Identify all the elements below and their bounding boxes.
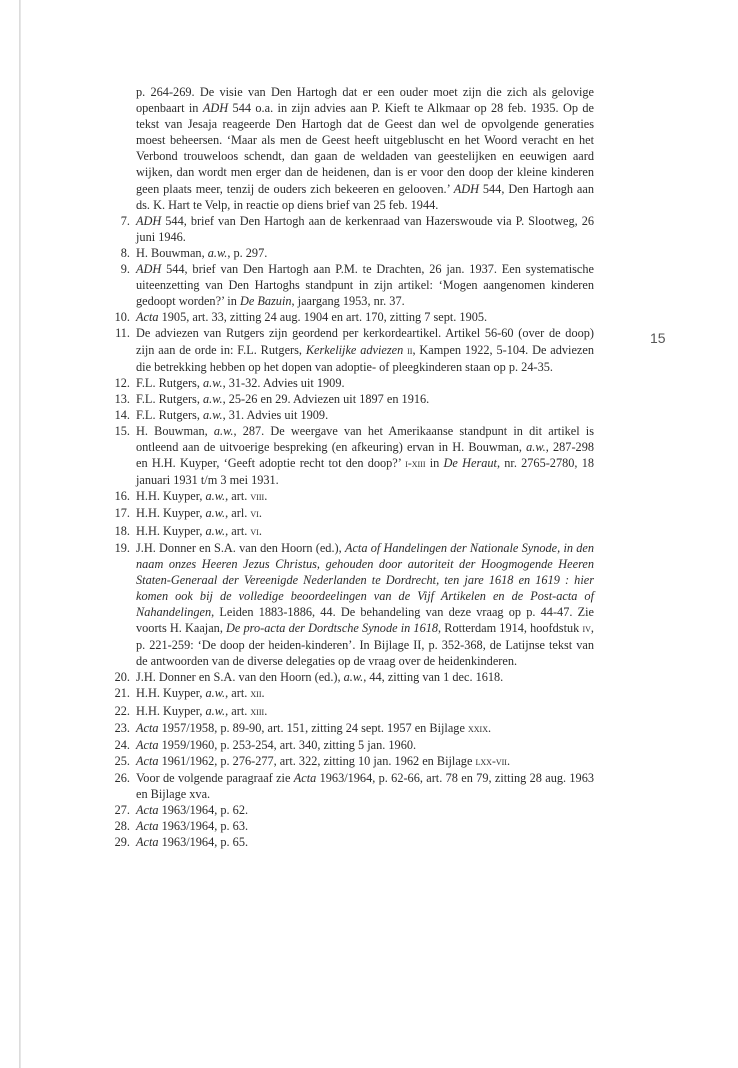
footnote-item [110,818,594,834]
footnote-number: 27. [114,803,130,818]
footnote-item [110,375,594,391]
footnote-text: J.H. Donner en S.A. van den Hoorn (ed.), Acta of Handelingen der Nationale Synode, in den naam onzes Heeren Jezus Christus, gehouden door autoriteit der Hoogmogende Heeren Staten-Generaal der Vereenigde Nederlanden te Dordrecht, ten jare 1618 en 1619 : hier komen ook bij de volledige beoordeelingen van de Vijf Artikelen en de Post-acta of Nahandelingen, Leiden 1883-1886, 44. De behandeling van deze vraag op p. 44-47. Zie voorts H. Kaajan, De pro-acta der Dordtsche Synode in 1618, Rotterdam 1914, hoofdstuk iv, p. 221-259: ‘De doop der heiden-kinderen’. In Bijlage II, p. 352-368, de Latijnse tekst van de antwoorden van de diverse delegaties op de vraag over de heidenkinderen. [136,540,595,669]
footnote-item [110,505,594,522]
footnote-text: H.H. Kuyper, a.w., art. vi. [136,523,262,538]
footnote-number: 15. [114,423,130,438]
footnote-text: p. 264-269. De visie van Den Hartogh dat er een ouder moet zijn die zich als gelovige openbaart in ADH 544 o.a. in zijn advies aan P. Kieft te Alkmaar op 28 feb. 1935. Op de tekst van Jesaja reageerde Den Hartogh dat de Geest dan wel de opvolgende generaties moest beheersen. ‘Maar als men de Geest heeft uitgebluscht en het Woord veracht en het Verbond trouweloos schendt, dan gaan de weldaden van geestelijken en eeuwigen aard wijken, dan wordt men erger dan de heidenen, dan is er voor den doop der kleine kinderen geen plaats meer, tenzij de ouders zich bekeeren en gelooven.’ ADH 544, Den Hartogh aan ds. K. Hart te Velp, in reactie op diens brief van 25 feb. 1944. [136,85,594,212]
footnote-text: F.L. Rutgers, a.w., 31-32. Advies uit 1909. [136,375,345,390]
footnote-text: Acta 1957/1958, p. 89-90, art. 151, zitting 24 sept. 1957 en Bijlage xxix. [136,720,492,735]
footnote-text: Acta 1963/1964, p. 63. [136,819,249,834]
footnote-item [110,685,594,702]
footnote-text: H.H. Kuyper, a.w., art. xiii. [136,703,268,718]
footnote-item [110,213,594,245]
footnote-text: Acta 1961/1962, p. 276-277, art. 322, zitting 10 jan. 1962 en Bijlage lxx-vii. [136,753,511,768]
footnote-item [110,753,594,770]
footnote-number: 28. [114,819,130,834]
footnote-number: 20. [114,670,130,685]
footnote-text: Acta 1905, art. 33, zitting 24 aug. 1904 en art. 170, zitting 7 sept. 1905. [136,310,488,325]
footnote-number: 29. [114,835,130,850]
footnote-item [110,523,594,540]
footnote-text: De adviezen van Rutgers zijn geordend per kerkordeartikel. Artikel 56-60 (over de doop) zijn aan de orde in: F.L. Rutgers, Kerkelijke adviezen ii, Kampen 1922, 5-104. De adviezen die betrekking hebben op het dopen van adoptie- of pleegkinderen staan op p. 24-35. [136,326,594,374]
footnote-text: ADH 544, brief van Den Hartogh aan de kerkenraad van Hazerswoude via P. Slootweg, 26 juni 1946. [136,213,594,244]
footnote-number: 8. [120,245,130,260]
footnote-number: 17. [114,506,130,521]
footnote-item [110,245,594,261]
footnote-list [110,84,594,850]
footnote-text: F.L. Rutgers, a.w., 31. Advies uit 1909. [136,407,329,422]
footnote-text: H.H. Kuyper, a.w., art. xii. [136,686,265,701]
footnote-text: Acta 1959/1960, p. 253-254, art. 340, zitting 5 jan. 1960. [136,737,417,752]
book-spine-edge [19,0,21,1068]
footnote-item [110,834,594,850]
footnote-number: 9. [120,262,130,277]
footnote-number: 25. [114,753,130,768]
footnote-item [110,84,594,213]
footnote-item [110,391,594,407]
footnote-number: 11. [115,326,130,341]
footnote-number: 18. [114,523,130,538]
footnote-text: J.H. Donner en S.A. van den Hoorn (ed.), a.w., 44, zitting van 1 dec. 1618. [136,670,504,685]
footnote-number: 19. [114,540,130,555]
footnote-number: 10. [114,310,130,325]
footnote-number: 24. [114,737,130,752]
footnote-number: 26. [114,770,130,785]
footnote-number: 23. [114,720,130,735]
footnote-item [110,325,594,374]
footnote-text: H.H. Kuyper, a.w., art. viii. [136,489,268,504]
footnote-item [110,407,594,423]
footnote-number: 22. [114,703,130,718]
footnote-item [110,737,594,753]
footnote-text: Acta 1963/1964, p. 62. [136,803,249,818]
footnote-text: F.L. Rutgers, a.w., 25-26 en 29. Adviezen uit 1897 en 1916. [136,391,430,406]
footnote-item [110,720,594,737]
footnote-number: 21. [114,686,130,701]
footnote-text: H. Bouwman, a.w., 287. De weergave van het Amerikaanse standpunt in dit artikel is ontleend aan de uitvoerige bespreking (en afkeuring) ervan in H. Bouwman, a.w., 287-298 en H.H. Kuyper, ‘Geeft adoptie recht tot den doop?’ i-xiii in De Heraut, nr. 2765-2780, 18 januari 1931 t/m 3 mei 1931. [136,423,595,488]
page-number: 15 [650,330,666,346]
footnote-item [110,309,594,325]
footnote-number: 13. [114,391,130,406]
footnote-number: 16. [114,489,130,504]
footnote-item [110,669,594,685]
footnote-text: H.H. Kuyper, a.w., arl. vi. [136,506,262,521]
footnote-item [110,540,594,670]
footnote-item [110,261,594,309]
footnote-item [110,703,594,720]
footnote-text: Voor de volgende paragraaf zie Acta 1963/1964, p. 62-66, art. 78 en 79, zitting 28 aug. 1963 en Bijlage xva. [136,770,594,802]
footnote-item [110,770,594,802]
footnote-item [110,488,594,505]
footnote-number: 7. [120,213,130,228]
footnote-item [110,423,594,488]
footnote-item [110,802,594,818]
footnote-text: H. Bouwman, a.w., p. 297. [136,245,268,260]
footnote-number: 14. [114,407,130,422]
footnote-number: 12. [114,375,130,390]
footnote-text: ADH 544, brief van Den Hartogh aan P.M. te Drachten, 26 jan. 1937. Een systematische uiteenzetting van Den Hartoghs standpunt in zijn artikel: ‘Mogen aangenomen kinderen gedoopt worden?’ in De Bazuin, jaargang 1953, nr. 37. [136,262,594,309]
footnote-text: Acta 1963/1964, p. 65. [136,835,249,850]
